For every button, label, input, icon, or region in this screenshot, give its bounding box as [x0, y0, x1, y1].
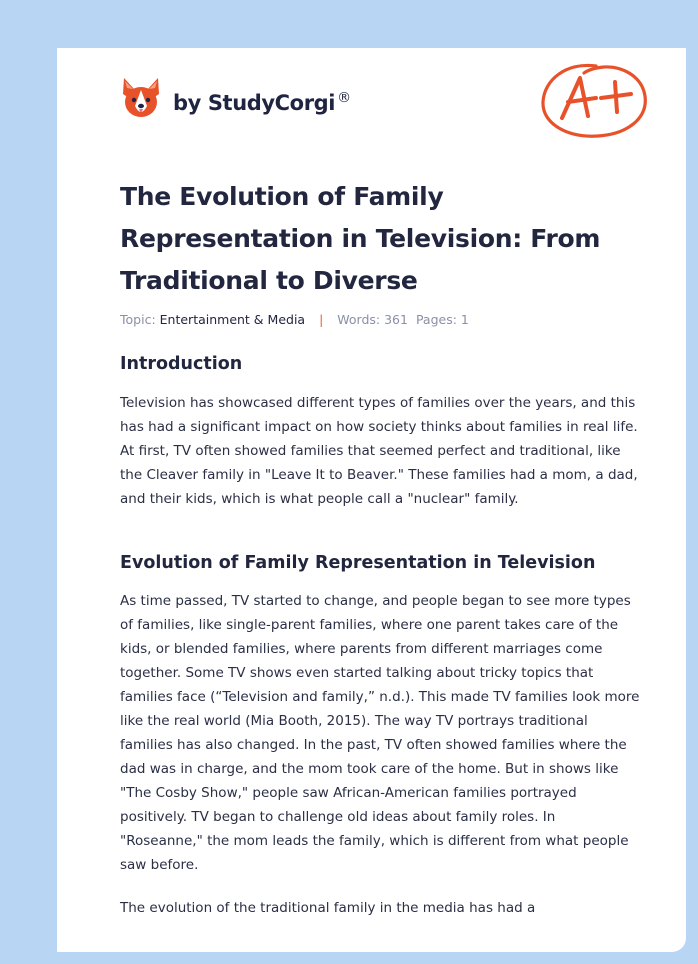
page-header: [57, 48, 686, 158]
meta-separator: |: [319, 312, 324, 327]
section-heading: Evolution of Family Representation in Television: [120, 553, 596, 573]
corgi-icon: [121, 76, 161, 120]
word-count: Words: 361: [337, 312, 408, 327]
topic-link[interactable]: Entertainment & Media: [159, 312, 306, 327]
section-paragraph: Television has showcased different types of families over the years, and this has had a significant impact on how society thinks about families in real life. At first, TV often showed families that seemed perfect and traditional, like the Cleaver family in "Leave It to Beaver." These families had a mom, a dad, and their kids, which is what people call a "nuclear" family.: [120, 395, 638, 507]
registered-mark: ®: [337, 89, 351, 106]
a-plus-grade-icon: [538, 58, 650, 142]
brand-name: by StudyCorgi ®: [173, 89, 351, 115]
topic-label: Topic:: [120, 312, 156, 327]
document-title: The Evolution of Family Representation in Television: From Traditional to Diverse: [120, 182, 601, 295]
page-count: Pages: 1: [415, 312, 469, 327]
section-paragraph: As time passed, TV started to change, and people began to see more types of families, like single-parent families, where one parent takes care of the kids, or blended families, where parents from different marriages come together. Some TV shows even started talking about tricky topics that families face (“Television and family,” n.d.). This made TV families look more like the real world (Mia Booth, 2015). The way TV portrays traditional families has also changed. In the past, TV often showed families where the dad was in charge, and the mom took care of the home. But in shows like "The Cosby Show," people saw African-American families portrayed positively. TV began to challenge old ideas about family roles. In "Roseanne," the mom leads the family, which is different from what people saw before.: [120, 593, 640, 873]
document-meta: [120, 312, 469, 327]
studycorgi-logo[interactable]: [121, 76, 351, 120]
section-heading: Introduction: [120, 354, 243, 374]
section-paragraph: The evolution of the traditional family in the media has had a: [120, 900, 536, 916]
document-page: [57, 48, 686, 952]
